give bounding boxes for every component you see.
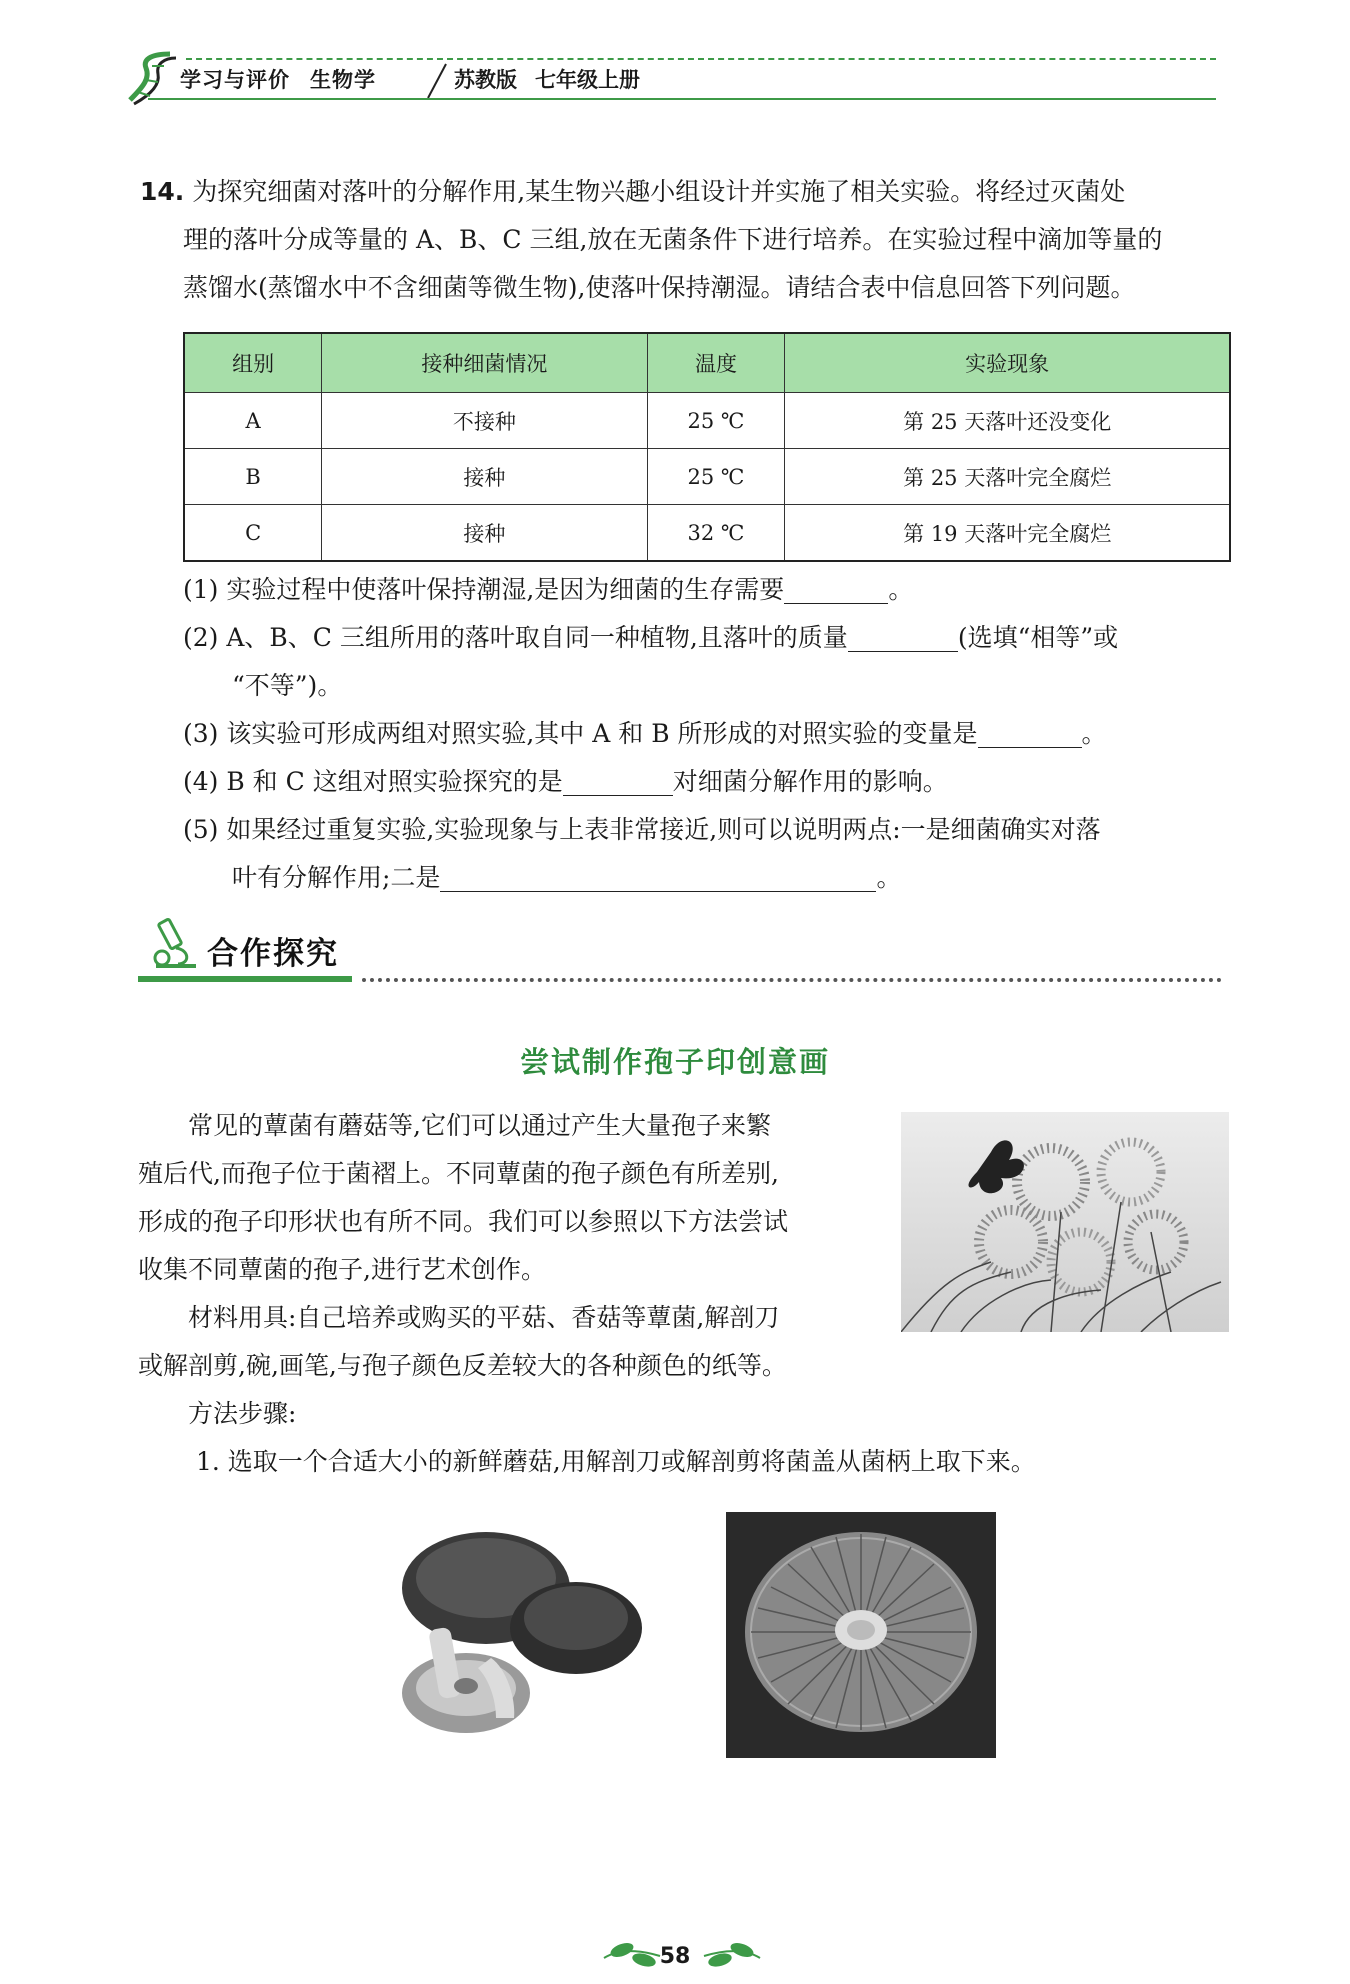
header-book: 学习与评价 — [180, 68, 290, 92]
intro-line-2: 殖后代,而孢子位于菌褶上。不同蕈菌的孢子颜色有所差别, — [138, 1159, 779, 1188]
sub-question-3 — [183, 710, 1107, 758]
header-divider-slash — [422, 60, 452, 100]
question-line-1 — [140, 168, 1125, 216]
sub-question-2-cont: “不等”)。 — [232, 671, 343, 700]
table-cell: 第 19 天落叶完全腐烂 — [785, 505, 1230, 562]
table-cell: B — [184, 449, 322, 505]
table-header: 组别 — [184, 333, 322, 393]
intro-line-4: 收集不同蕈菌的孢子,进行艺术创作。 — [138, 1255, 546, 1284]
sub-question-1 — [183, 566, 913, 614]
mushroom-gills-image — [726, 1512, 996, 1758]
sub-question-end: 对细菌分解作用的影响。 — [672, 767, 948, 796]
table-row — [184, 449, 1230, 505]
header-top-rule — [186, 58, 1216, 60]
table-cell: 25 ℃ — [647, 393, 785, 449]
method-label: 方法步骤: — [188, 1399, 297, 1428]
answer-blank[interactable] — [848, 621, 958, 652]
table-cell: 25 ℃ — [647, 449, 785, 505]
materials-line-1: 材料用具:自己培养或购买的平菇、香菇等蕈菌,解剖刀 — [188, 1303, 780, 1332]
sub-question-end: 。 — [876, 863, 902, 892]
materials-line-2: 或解剖剪,碗,画笔,与孢子颜色反差较大的各种颜色的纸等。 — [138, 1351, 787, 1380]
answer-blank[interactable] — [978, 717, 1082, 748]
sub-question-5: (5) 如果经过重复实验,实验现象与上表非常接近,则可以说明两点:一是细菌确实对落 — [183, 815, 1101, 844]
sub-question-2 — [183, 614, 1118, 662]
sub-question-end: 。 — [888, 575, 914, 604]
question-line-2: 理的落叶分成等量的 A、B、C 三组,放在无菌条件下进行培养。在实验过程中滴加等量的 — [183, 225, 1163, 254]
question-number: 14. — [140, 177, 185, 206]
sub-question-end: (选填“相等”或 — [957, 623, 1119, 652]
intro-line-1: 常见的蕈菌有蘑菇等,它们可以通过产生大量孢子来繁 — [188, 1111, 771, 1140]
header-subject: 生物学 — [310, 68, 376, 92]
header-grade: 七年级上册 — [535, 68, 640, 92]
answer-blank[interactable] — [440, 861, 876, 892]
microscope-icon — [146, 914, 206, 974]
table-cell: A — [184, 393, 322, 449]
sub-question-text: (4) B 和 C 这组对照实验探究的是 — [183, 767, 563, 796]
shiitake-mushroom-image — [396, 1518, 646, 1748]
article-title: 尝试制作孢子印创意画 — [519, 1045, 830, 1079]
section-dotted-rule — [362, 978, 1222, 982]
sub-question-text: 叶有分解作用;二是 — [232, 863, 441, 892]
header-edition: 苏教版 — [454, 68, 517, 92]
table-header: 温度 — [647, 333, 785, 393]
section-title-bar — [138, 976, 352, 982]
table-cell: 不接种 — [322, 393, 647, 449]
question-text-1: 为探究细菌对落叶的分解作用,某生物兴趣小组设计并实施了相关实验。将经过灭菌处 — [192, 177, 1126, 206]
page-number: 58 — [659, 1944, 691, 1969]
table-cell: 第 25 天落叶还没变化 — [785, 393, 1230, 449]
sub-question-text: (2) A、B、C 三组所用的落叶取自同一种植物,且落叶的质量 — [183, 623, 848, 652]
table-header: 接种细菌情况 — [322, 333, 647, 393]
intro-line-3: 形成的孢子印形状也有所不同。我们可以参照以下方法尝试 — [138, 1207, 789, 1236]
sub-question-end: 。 — [1081, 719, 1107, 748]
table-row — [184, 505, 1230, 562]
sub-question-text: (3) 该实验可形成两组对照实验,其中 A 和 B 所形成的对照实验的变量是 — [183, 719, 978, 748]
question-line-3: 蒸馏水(蒸馏水中不含细菌等微生物),使落叶保持潮湿。请结合表中信息回答下列问题。 — [183, 273, 1136, 302]
spore-print-art-image — [901, 1112, 1229, 1332]
leaf-ornament-right-icon — [700, 1936, 764, 1972]
table-cell: 32 ℃ — [647, 505, 785, 562]
header-bottom-rule — [148, 98, 1216, 100]
header-left — [180, 64, 396, 94]
table-cell: 接种 — [322, 449, 647, 505]
table-header-row — [184, 333, 1230, 393]
section-title: 合作探究 — [207, 936, 339, 972]
sub-question-4 — [183, 758, 948, 806]
experiment-table — [183, 332, 1231, 562]
sub-question-text: (1) 实验过程中使落叶保持潮湿,是因为细菌的生存需要 — [183, 575, 785, 604]
sub-question-5-cont — [232, 854, 901, 902]
step-1: 1. 选取一个合适大小的新鲜蘑菇,用解剖刀或解剖剪将菌盖从菌柄上取下来。 — [196, 1447, 1036, 1476]
table-header: 实验现象 — [785, 333, 1230, 393]
table-cell: 接种 — [322, 505, 647, 562]
table-cell: C — [184, 505, 322, 562]
answer-blank[interactable] — [563, 765, 673, 796]
table-row — [184, 393, 1230, 449]
table-cell: 第 25 天落叶完全腐烂 — [785, 449, 1230, 505]
answer-blank[interactable] — [784, 573, 888, 604]
header-right — [454, 64, 658, 94]
